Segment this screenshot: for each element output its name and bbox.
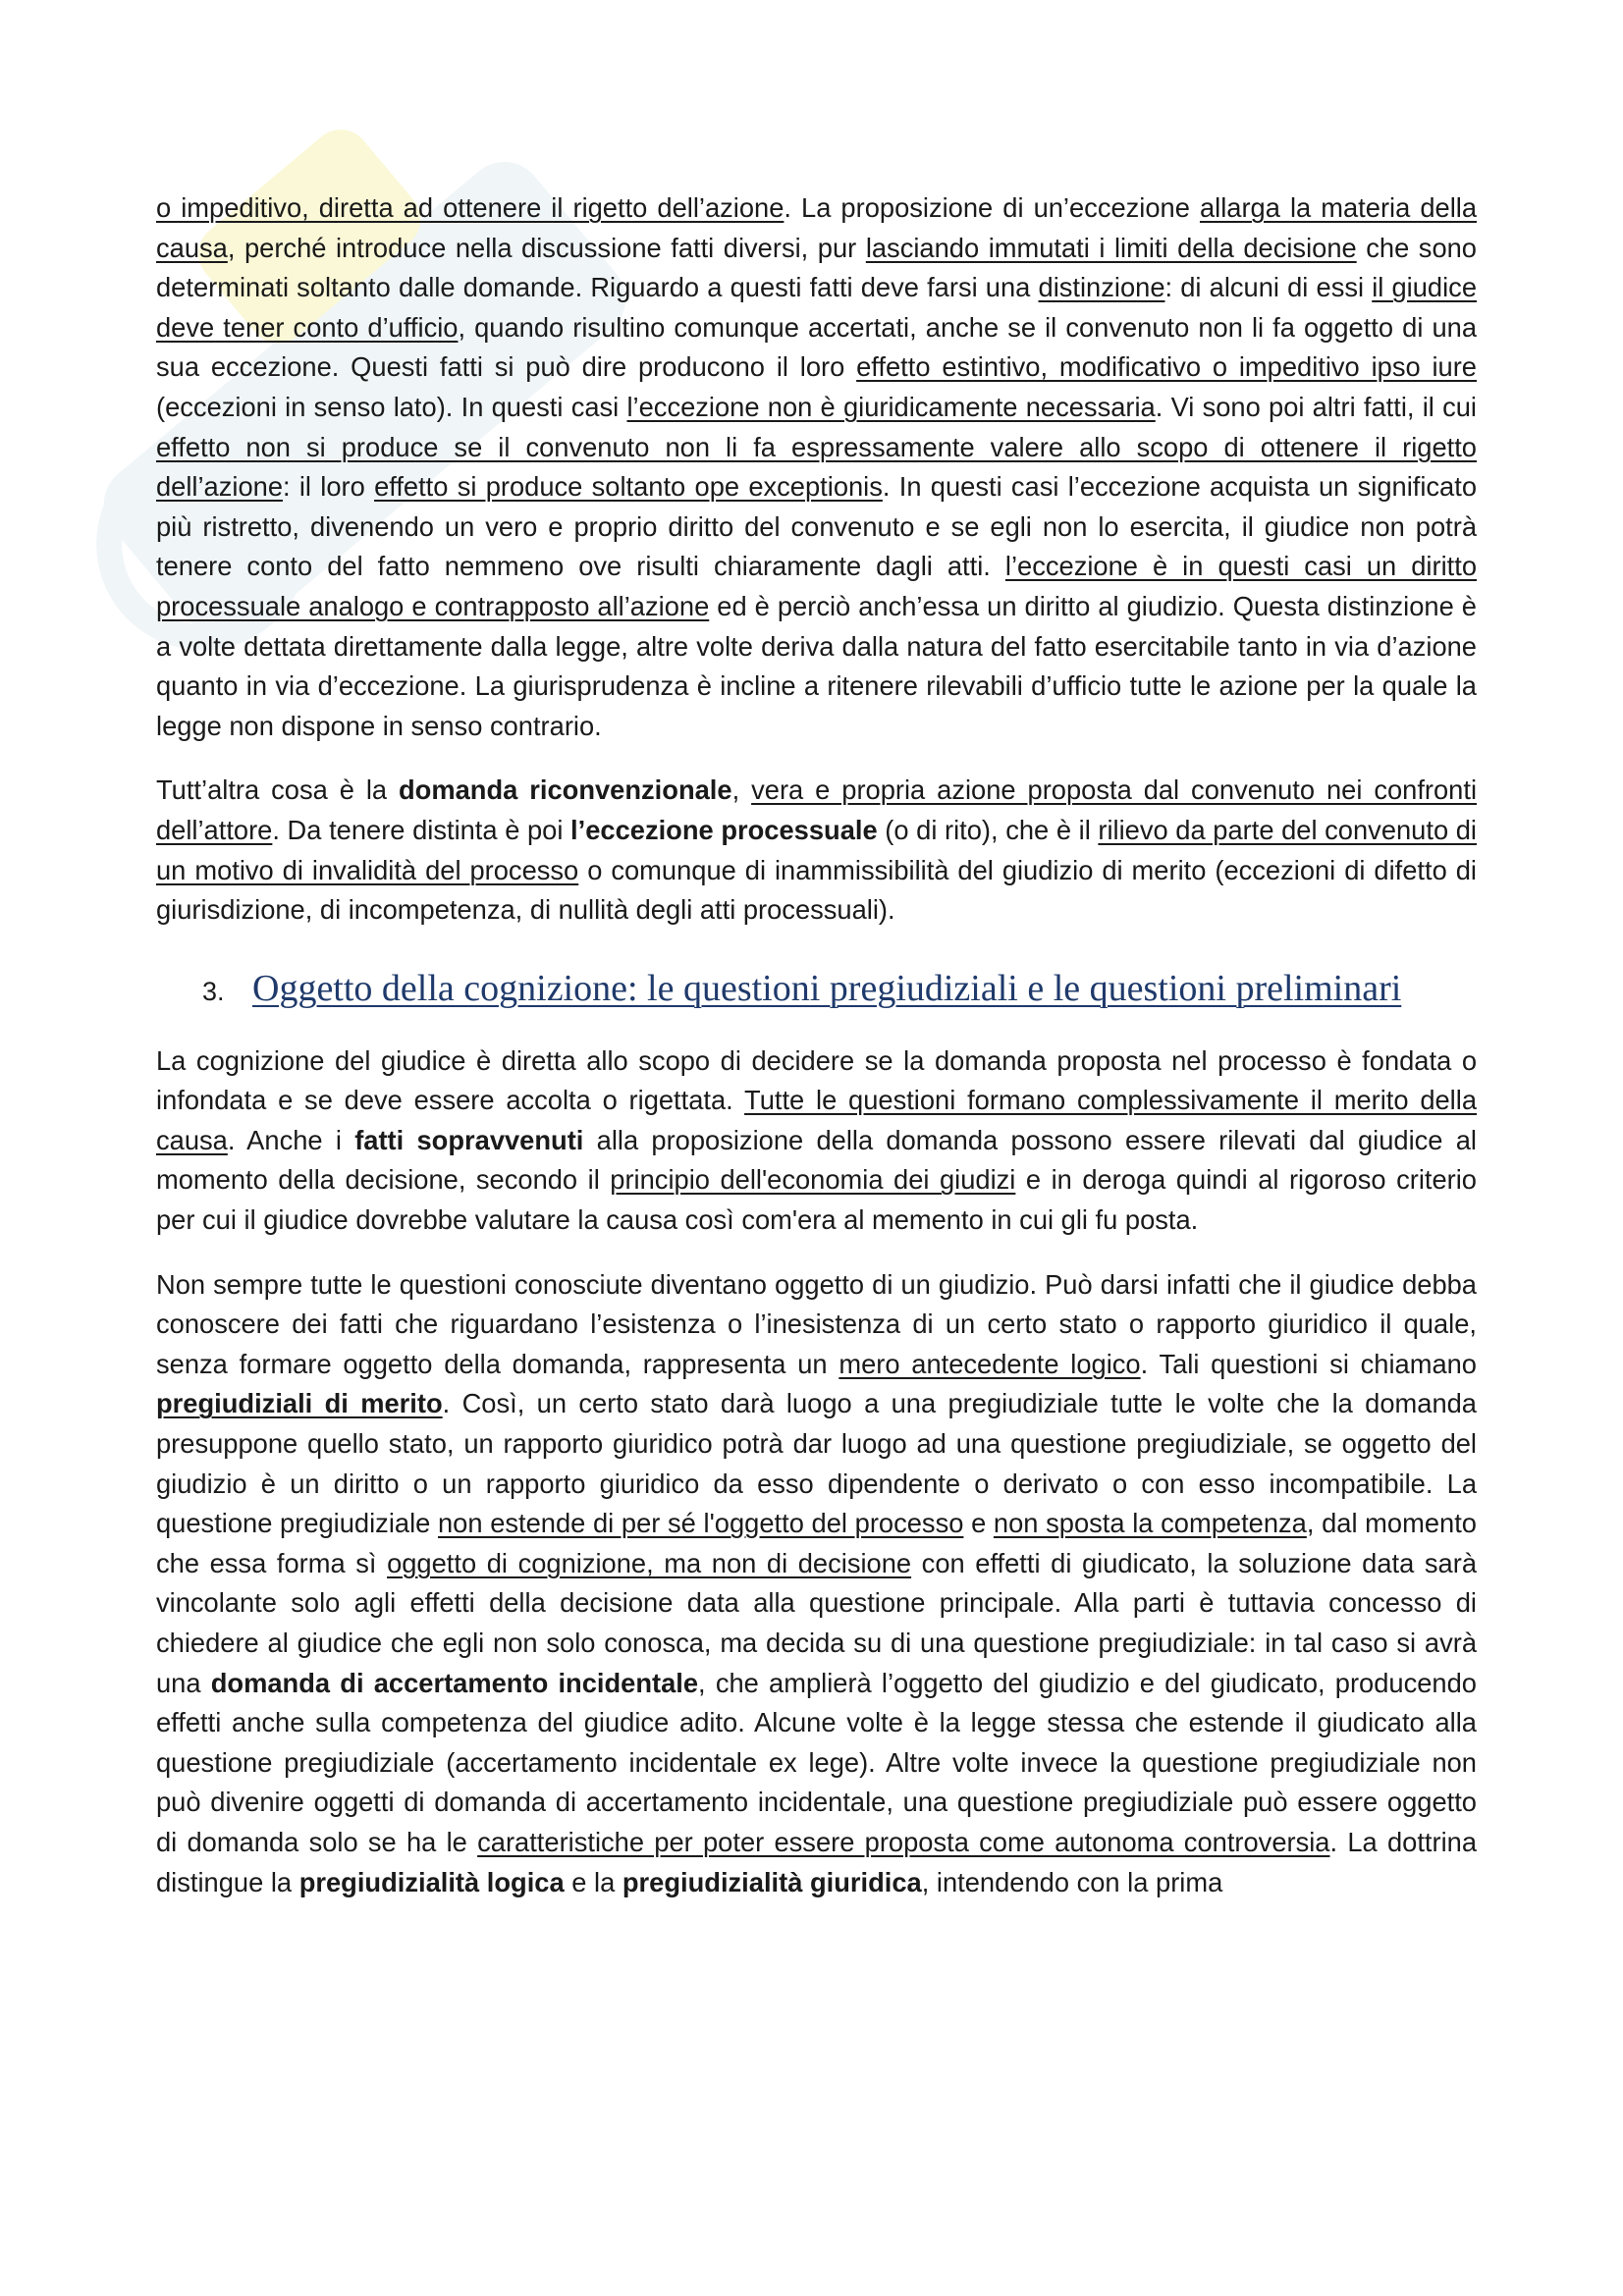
text-run: e la (564, 1866, 622, 1897)
text-run: . Così, un certo stato darà luogo a una pregiudiziale tutte le volte che la domanda presuppone quello stato, un rapporto giuridico potrà dar luogo ad una questione pregiudiziale, se oggetto del giudizio è un diritto o un rapporto giuridico da esso dipendente o derivato o con esso incompatibile. La questione pregiudiziale (156, 1388, 1477, 1539)
underline-phrase: effetto non si produce se il convenuto non li fa espressamente valere allo scopo di ottenere il rigetto dell’azione (156, 431, 1477, 503)
paragraph-eccezione (156, 188, 1477, 746)
bold-term: fatti sopravvenuti (354, 1124, 584, 1155)
bold-term: pregiudizialità giuridica (622, 1866, 922, 1897)
text-run: e (963, 1508, 994, 1539)
text-run: . In questi casi l’eccezione acquista un significato più ristretto, divenendo un vero e proprio diritto del convenuto e se egli non lo esercita, il giudice non potrà tenere conto del fatto nemmeno ove risulti chiaramente dagli atti. (156, 471, 1477, 582)
text-run: , dal momento che essa forma sì (156, 1508, 1477, 1578)
document-page (156, 188, 1477, 1902)
text-run: . La dottrina distingue la (156, 1826, 1478, 1897)
underline-phrase: Tutte le questioni formano complessivamente il merito della causa (156, 1085, 1477, 1155)
text-run: , intendendo con la prima (921, 1866, 1223, 1897)
underline-phrase: distinzione (1038, 272, 1165, 303)
text-run: . Da tenere distinta è poi (272, 814, 571, 845)
underline-phrase: o impeditivo, diretta ad ottenere il rigetto dell’azione (156, 192, 784, 223)
text-run: . Anche i (227, 1124, 355, 1155)
paragraph-riconvenzionale (156, 771, 1477, 930)
underline-phrase: rilievo da parte del convenuto di un motivo di invalidità del processo (156, 814, 1477, 885)
text-run: : di alcuni di essi (1164, 272, 1373, 303)
text-run: con effetti di giudicato, la soluzione data sarà vincolante solo agli effetti della decisione data alla questione principale. Alla parti è tuttavia concesso di chiedere al giudice che egli non solo conosca, ma decida su di una questione pregiudiziale: in tal caso si avrà una (156, 1547, 1478, 1698)
underline-phrase: lasciando immutati i limiti della decisione (865, 232, 1357, 263)
text-run: : il loro (283, 471, 375, 503)
text-run: . La proposizione di un’eccezione (784, 192, 1200, 223)
text-run: . Tali questioni si chiamano (1140, 1348, 1477, 1379)
section-heading (156, 967, 1477, 1010)
text-run: , (731, 774, 752, 806)
section-number: 3. (202, 976, 225, 1006)
underline-phrase: il giudice deve tener conto d’ufficio (156, 272, 1478, 343)
text-run: , perché introduce nella discussione fatti diversi, pur (227, 232, 866, 263)
underline-phrase: mero antecedente logico (839, 1348, 1141, 1379)
section-title: Oggetto della cognizione: le questioni pregiudiziali e le questioni preliminari (252, 967, 1402, 1009)
underline-phrase: non sposta la competenza (993, 1508, 1307, 1539)
text-run: . Vi sono poi altri fatti, il cui (1155, 391, 1477, 422)
text-run: Non sempre tutte le questioni conosciute diventano oggetto di un giudizio. Può darsi infatti che il giudice debba conoscere dei fatti che riguardano l’esistenza o l’inesistenza di un certo stato o rapporto giuridico il quale, senza formare oggetto della domanda, rappresenta un (156, 1268, 1477, 1379)
paragraph-cognizione (156, 1041, 1477, 1241)
underline-phrase: vera e propria azione proposta dal convenuto nei confronti dell’attore (156, 774, 1478, 845)
text-run: ed è perciò anch’essa un diritto al giudizio. Questa distinzione è a volte dettata direttamente dalla legge, altre volte deriva dalla natura del fatto esercitabile tanto in via d’azione quanto in via d’eccezione. La giurisprudenza è incline a ritenere rilevabili d’ufficio tutte le azione per la quale la legge non dispone in senso contrario. (156, 590, 1477, 741)
underline-phrase: caratteristiche per poter essere proposta come autonoma controversia (477, 1826, 1330, 1857)
text-run: alla proposizione della domanda possono essere rilevati dal giudice al momento della decisione, secondo il (156, 1124, 1477, 1196)
underline-phrase: effetto si produce soltanto ope exceptionis (374, 471, 883, 503)
underline-phrase: principio dell'economia dei giudizi (610, 1164, 1016, 1196)
paragraph-pregiudiziali (156, 1265, 1477, 1903)
underline-phrase: l’eccezione non è giuridicamente necessaria (626, 391, 1156, 422)
underline-phrase: allarga la materia della causa (156, 192, 1478, 263)
text-run: , che amplierà l’oggetto del giudizio e del giudicato, producendo effetti anche sulla competenza del giudice adito. Alcune volte è la legge stessa che estende il giudicato alla questione pregiudiziale (accertamento incidentale ex lege). Altre volte invece la questione pregiudiziale non può divenire oggetti di domanda di accertamento incidentale, una questione pregiudiziale può essere oggetto di domanda solo se ha le (156, 1667, 1477, 1857)
bold-term: domanda riconvenzionale (399, 774, 732, 806)
text-run: La cognizione del giudice è diretta allo scopo di decidere se la domanda proposta nel processo è fondata o infondata e se deve essere accolta o rigettata. (156, 1044, 1477, 1116)
bold-term: domanda di accertamento incidentale (210, 1667, 699, 1698)
bold-term: pregiudizialità logica (298, 1866, 565, 1897)
text-run: e in deroga quindi al rigoroso criterio per cui il giudice dovrebbe valutare la causa così com'era al memento in cui gli fu posta. (156, 1164, 1477, 1236)
underline-phrase: non estende di per sé l'oggetto del processo (437, 1508, 964, 1539)
underline-phrase: oggetto di cognizione, ma non di decisione (387, 1547, 912, 1578)
underline-phrase: l’eccezione è in questi casi un diritto processuale analogo e contrapposto all’azione (156, 551, 1477, 621)
text-run: (o di rito), che è il (877, 814, 1099, 845)
text-run: o comunque di inammissibilità del giudizio di merito (eccezioni di difetto di giurisdizione, di incompetenza, di nullità degli atti processuali). (156, 854, 1477, 926)
text-run: , quando risultino comunque accertati, anche se il convenuto non li fa oggetto di una sua eccezione. Questi fatti si può dire producono il loro (156, 311, 1478, 383)
bold-term: pregiudiziali di merito (156, 1388, 443, 1419)
underline-phrase: effetto estintivo, modificativo o impeditivo ipso iure (856, 351, 1477, 383)
text-run: (eccezioni in senso lato). In questi casi (156, 391, 627, 422)
bold-term: l’eccezione processuale (570, 814, 878, 845)
text-run: che sono determinati soltanto dalle domande. Riguardo a questi fatti deve farsi una (156, 232, 1477, 303)
text-run: Tutt’altra cosa è la (156, 774, 399, 806)
